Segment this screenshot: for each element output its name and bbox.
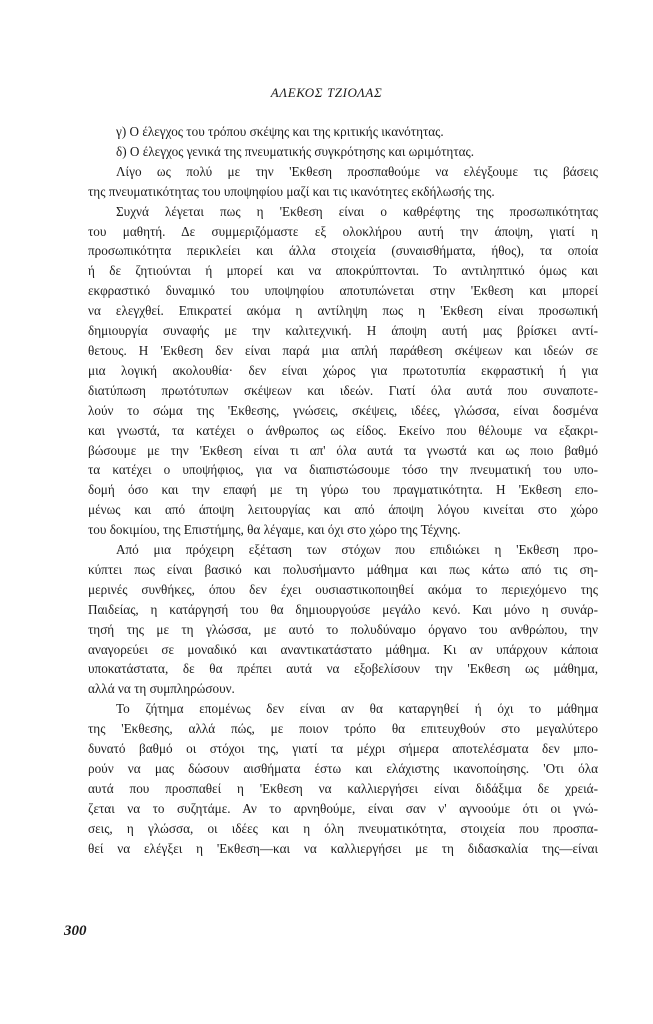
- text-line: δημιουργία συναφής με την καλιτεχνική. Η άποψη αυτή μας βρίσκει αντί-: [88, 323, 598, 339]
- text-line: του μαθητή. Δε συμμεριζόμαστε εξ ολοκλήρου αυτή την άποψη, γιατί η: [88, 223, 598, 239]
- text-line: θετους. Η 'Εκθεση δεν είναι παρά μια απλή παράθεση σκέψεων και ιδεών σε: [88, 342, 598, 358]
- text-line: προσωπικότητα περικλείει και άλλα στοιχεία (συναισθήματα, ήθος), τα οποία: [88, 243, 598, 259]
- text-line: σεις, η γλώσσα, οι ιδέες και η όλη πνευματικότητα, στοιχεία που προσπα-: [88, 820, 598, 836]
- text-line: γ) Ο έλεγχος του τρόπου σκέψης και της κριτικής ικανότητας.: [116, 124, 444, 139]
- text-line: δ) Ο έλεγχος γενικά της πνευματικής συγκρότησης και ωριμότητας.: [116, 143, 475, 159]
- text-line: και γνωστά, τα κατέχει ο άνθρωπος ως είδος. Εκείνο που θέλουμε να εξακρι-: [88, 422, 598, 438]
- text-line: διατύπωση πρωτότυπων σκέψεων και ιδεών. Γιατί όλα αυτά που συναποτε-: [88, 382, 598, 398]
- text-line: μερινές συνθήκες, όπου δεν έχει ουσιαστικοποιηθεί ακόμα το περιεχόμενο της: [88, 581, 598, 597]
- text-line: της 'Εκθεσης, αλλά πώς, με ποιον τρόπο θα επιτευχθούν στο μεγαλύτερο: [88, 721, 598, 737]
- text-line: τα κατέχει ο υποψήφιος, για να διαπιστώσουμε τόσο την πνευματική του υπο-: [88, 462, 598, 478]
- text-line: αναγορεύει σε μοναδικό και αναντικατάστατο μάθημα. Κι αν υπάρχουν κάποια: [88, 641, 598, 657]
- text-line: βώσουμε με την 'Εκθεση είναι τι απ' όλα αυτά τα γνωστά και ως ποιο βαθμό: [88, 442, 598, 458]
- text-line: μια λογική ακολουθία· δεν είναι χώρος για πρωτοτυπία εκφραστική ή για: [88, 362, 598, 378]
- text-line: λούν το σώμα της 'Εκθεσης, γνώσεις, σκέψεις, ιδέες, γλώσσα, είναι δοσμένα: [88, 402, 598, 418]
- text-line: Το ζήτημα επομένως δεν είναι αν θα καταργηθεί ή όχι το μάθημα: [116, 701, 598, 717]
- text-line: ή δε ζητιούνται ή μπορεί και να αποκρύπτονται. Το αντιληπτικό όμως και: [88, 263, 598, 279]
- text-line: εκφραστικό δυναμικό του υποψηφίου αποτυπώνεται στην 'Εκθεση και μπορεί: [88, 283, 598, 299]
- text-line: να ελεγχθεί. Επικρατεί ακόμα η αντίληψη πως η 'Εκθεση είναι προσωπική: [88, 303, 598, 319]
- text-line: Παιδείας, η κατάργησή του θα δημιουργούσε μεγάλο κενό. Και μόνο η συνάρ-: [88, 601, 598, 617]
- text-line: δυνατό βαθμό οι στόχοι της, γιατί τα μέχρι σήμερα αποτελέσματα δεν μπο-: [88, 741, 598, 757]
- text-line: τησή της με τη γλώσσα, με αυτό το πολυδύναμο όργανο του ανθρώπου, την: [88, 621, 598, 637]
- text-line: της πνευματικότητας του υποψηφίου μαζί και τις ικανότητες εκδήλωσής της.: [88, 183, 495, 199]
- text-line: Από μια πρόχειρη εξέταση των στόχων που επιδιώκει η 'Εκθεση προ-: [116, 542, 598, 558]
- text-line: υποκατάστατα, δε θα πρέπει αυτά να εξοβελίσουν την 'Εκθεση ως μάθημα,: [88, 661, 598, 677]
- text-line: κύπτει πως είναι βασικό και πολυσήμαντο μάθημα και πως κάτω από τις ση-: [88, 561, 598, 577]
- text-line: δομή όσο και την επαφή με τη γύρω του πραγματικότητα. Η 'Εκθεση επο-: [88, 482, 598, 498]
- running-header: ΑΛΕΚΟΣ ΤΖΙΟΛΑΣ: [270, 85, 383, 100]
- page-number: 300: [64, 923, 87, 939]
- text-line: ρούν να μας δώσουν αισθήματα έστω και ελάχιστης ικανοποίησης. 'Οτι όλα: [88, 761, 598, 776]
- text-line: αυτά που προσπαθεί η 'Εκθεση να καλλιεργήσει είναι διδάξιμα δε χρειά-: [88, 780, 598, 796]
- text-line: ζεται να το συζητάμε. Αν το αρνηθούμε, είναι σαν ν' αγνοούμε ότι οι γνώ-: [88, 800, 598, 816]
- text-line: μένως και από άποψη λειτουργίας και από άποψη λόγου κινείται στο χώρο: [88, 502, 598, 518]
- text-line: του δοκιμίου, της Επιστήμης, θα λέγαμε, και όχι στο χώρο της Τέχνης.: [88, 522, 461, 538]
- text-line: Συχνά λέγεται πως η 'Εκθεση είναι ο καθρέφτης της προσωπικότητας: [116, 203, 598, 219]
- body-text: [88, 122, 598, 859]
- text-line: θεί να ελέγξει η 'Εκθεση—και να καλλιεργήσει με τη διδασκαλία της—είναι: [88, 840, 598, 856]
- text-line: Λίγο ως πολύ με την 'Εκθεση προσπαθούμε να ελέγξουμε τις βάσεις: [116, 163, 598, 179]
- text-line: αλλά να τη συμπληρώσουν.: [88, 681, 235, 697]
